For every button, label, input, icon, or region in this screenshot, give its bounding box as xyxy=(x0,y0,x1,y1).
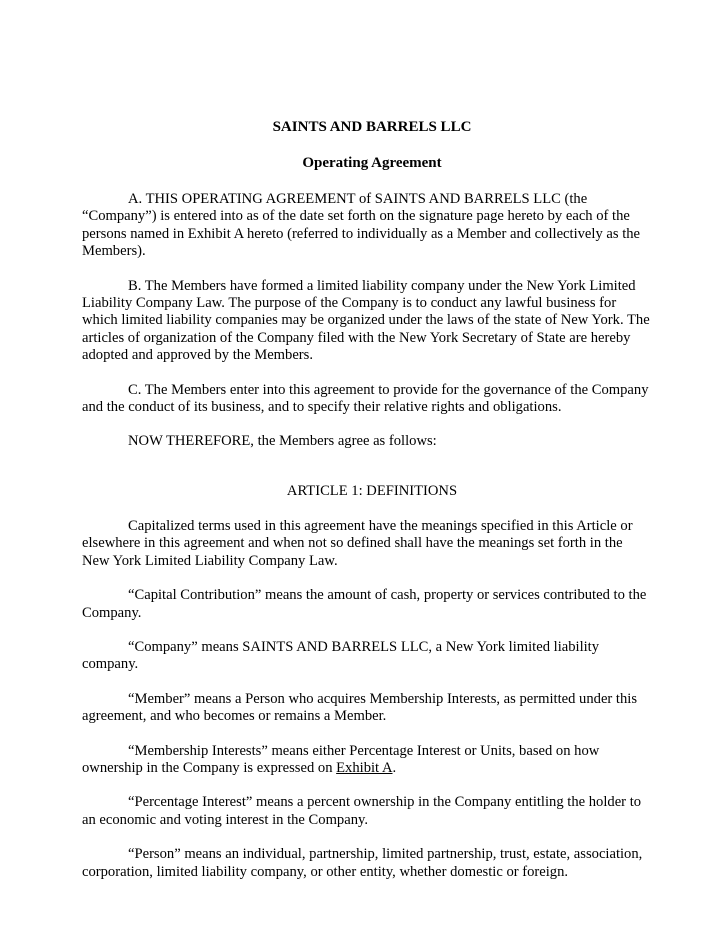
now-therefore-clause: NOW THEREFORE, the Members agree as follows: xyxy=(128,433,437,450)
document-title: SAINTS AND BARRELS LLC xyxy=(272,119,472,135)
membership-interests-text: “Membership Interests” means either Percentage Interest or Units, based on how ownership in the Company is expressed on xyxy=(82,742,600,776)
definition-member: “Member” means a Person who acquires Membership Interests, as permitted under this agreement, and who becomes or remains a Member. xyxy=(82,690,638,725)
definition-capital-contribution: “Capital Contribution” means the amount of cash, property or services contributed to the Company. xyxy=(82,587,647,621)
definitions-intro: Capitalized terms used in this agreement have the meanings specified in this Article or elsewhere in this agreement and when not so defined shall have the meanings set forth in the New York Limited Liability Company Law. xyxy=(82,517,633,569)
document-page xyxy=(82,118,650,898)
article-1-heading: ARTICLE 1: DEFINITIONS xyxy=(286,482,458,499)
membership-interests-period: . xyxy=(392,759,397,776)
definition-percentage-interest: “Percentage Interest” means a percent ownership in the Company entitling the holder to an economic and voting interest in the Company. xyxy=(82,794,642,828)
recital-c: C. The Members enter into this agreement to provide for the governance of the Company and the conduct of its business, and to specify their relative rights and obligations. xyxy=(82,381,649,416)
exhibit-a-reference: Exhibit A xyxy=(336,759,393,776)
recital-a: A. THIS OPERATING AGREEMENT of SAINTS AND BARRELS LLC (the “Company”) is entered into as of the date set forth on the signature page hereto by each of the persons named in Exhibit A hereto (referred to individually as a Member and collectively as the Members). xyxy=(82,191,641,260)
definition-company: “Company” means SAINTS AND BARRELS LLC, a New York limited liability company. xyxy=(82,638,600,673)
definition-person: “Person” means an individual, partnership, limited partnership, trust, estate, association, corporation, limited liability company, or other entity, whether domestic or foreign. xyxy=(82,846,643,880)
document-subtitle: Operating Agreement xyxy=(302,155,442,171)
definition-membership-interests xyxy=(82,743,650,778)
recital-b: B. The Members have formed a limited liability company under the New York Limited Liability Company Law. The purpose of the Company is to conduct any lawful business for which limited liability companies may be organized under the laws of the state of New York. The articles of organization of the Company filed with the New York Secretary of State are hereby adopted and approved by the Members. xyxy=(82,277,650,364)
